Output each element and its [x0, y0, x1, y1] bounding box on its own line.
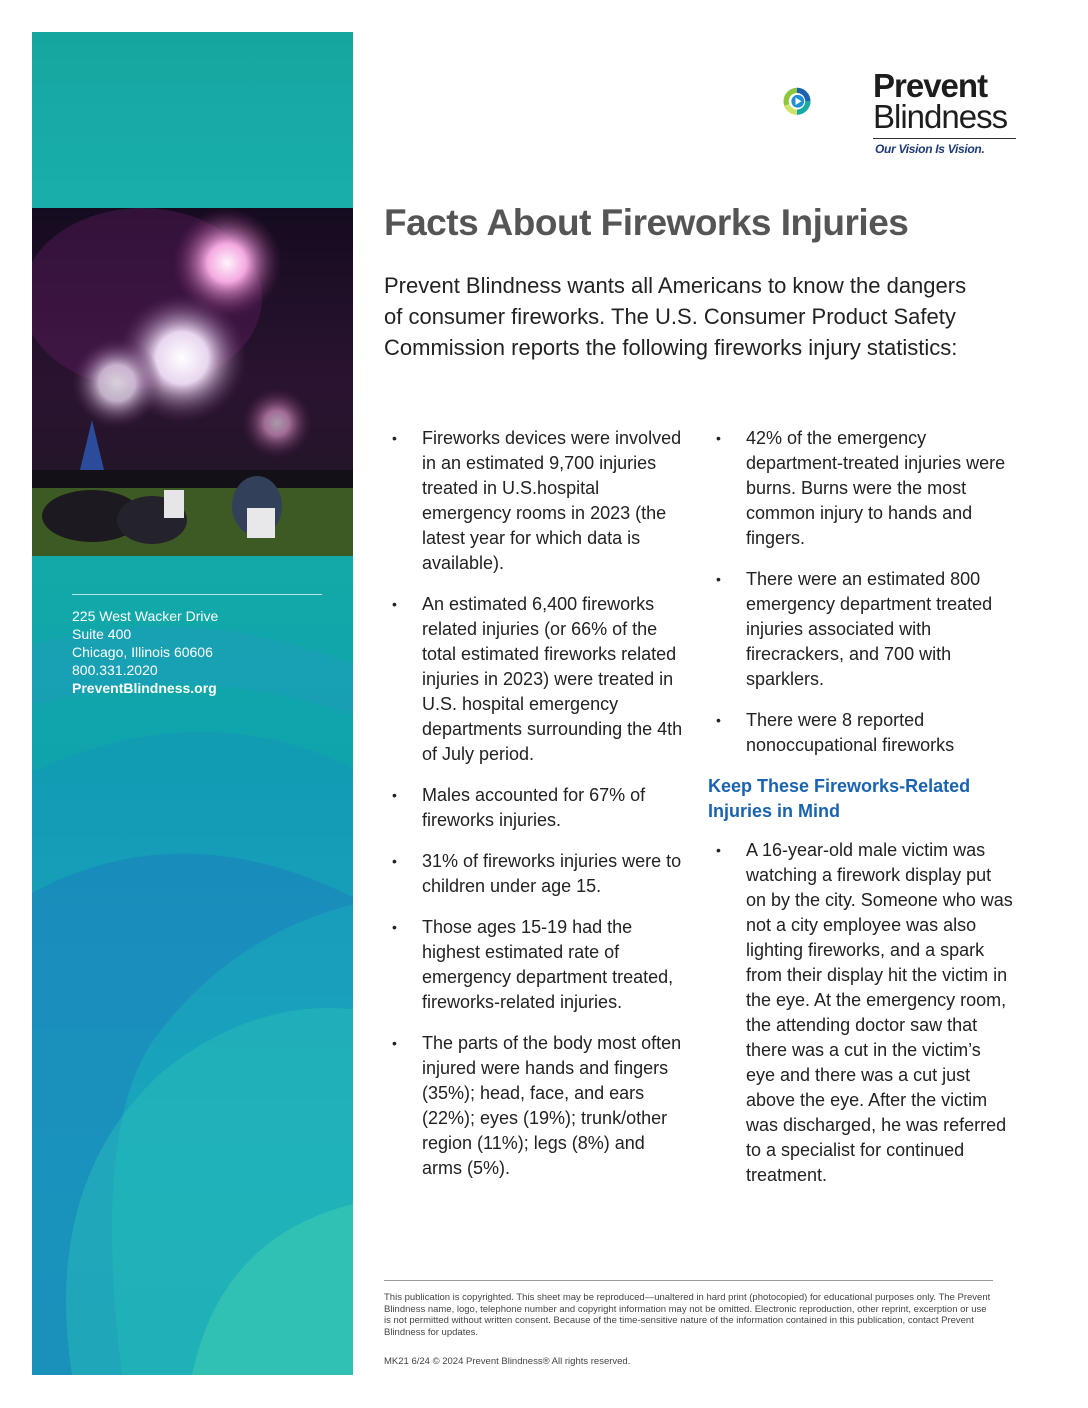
logo-wordmark: [873, 67, 1008, 135]
list-item: • A 16-year-old male victim was watching a firework display put on by the city. Someone who was not a city employee was also lighting fireworks, and a spark from their display hit the victim in the eye. At the emergency room, the attending doctor saw that there was a cut in the victim’s eye and there was a cut just above the eye. After the victim was discharged, he was referred to a specialist for continued treatment.: [708, 838, 1013, 1188]
phone-number: 800.331.2020: [72, 662, 158, 678]
prevent-blindness-logo-icon: [782, 60, 872, 150]
list-item: • Males accounted for 67% of fireworks injuries.: [384, 783, 689, 833]
list-item: • Those ages 15-19 had the highest estimated rate of emergency department treated, fireworks-related injuries.: [384, 915, 689, 1015]
address-line2: Suite 400: [72, 626, 132, 642]
logo-word-blindness: Blindness: [873, 98, 1008, 135]
logo-word-prevent: Prevent: [873, 67, 988, 104]
list-item: • There were 8 reported nonoccupational fireworks: [708, 708, 1013, 758]
list-item: • There were an estimated 800 emergency department treated injuries associated with firecrackers, and 700 with sparklers.: [708, 567, 1013, 692]
copyright-notice: This publication is copyrighted. This sheet may be reproduced—unaltered in hard print (photocopied) for educational purposes only. The Prevent Blindness name, logo, telephone number and copyright information may not be omitted. Electronic reproduction, other reprint, excerption or use is not permitted without written consent. Because of the time-sensitive nature of the information contained in this publication, contact Prevent Blindness for updates.: [384, 1292, 991, 1338]
list-item: • An estimated 6,400 fireworks related injuries (or 66% of the total estimated fireworks related injuries in 2023) were treated in U.S. hospital emergency departments surrounding the 4th of July period.: [384, 592, 689, 767]
list-item: • 42% of the emergency department-treated injuries were burns. Burns were the most common injury to hands and fingers.: [708, 426, 1013, 551]
logo-divider: [873, 138, 1016, 139]
sidebar: [32, 32, 353, 1375]
page-title: Facts About Fireworks Injuries: [384, 202, 909, 243]
list-item: • The parts of the body most often injured were hands and fingers (35%); head, face, and ears (22%); eyes (19%); trunk/other region (11%); legs (8%) and arms (5%).: [384, 1031, 689, 1181]
address-line1: 225 West Wacker Drive: [72, 608, 219, 624]
case-list: [708, 838, 1013, 1188]
fireworks-photo: [32, 208, 353, 556]
contact-address: [72, 594, 322, 697]
list-item: • Fireworks devices were involved in an estimated 9,700 injuries treated in U.S.hospital emergency rooms in 2023 (the latest year for which data is available).: [384, 426, 689, 576]
footer-divider: [384, 1280, 993, 1281]
statistics-list-right: [708, 426, 1013, 758]
list-item: • 31% of fireworks injuries were to children under age 15.: [384, 849, 689, 899]
logo-tagline: Our Vision Is Vision.: [875, 142, 985, 156]
statistics-list-left: [384, 426, 689, 1181]
intro-paragraph: Prevent Blindness wants all Americans to know the dangers of consumer fireworks. The U.S. Consumer Product Safety Commission reports the following fireworks injury statistics:: [384, 273, 967, 360]
website-link[interactable]: PreventBlindness.org: [72, 680, 217, 696]
statistics-column-right: [708, 426, 1013, 1204]
statistics-column-left: [384, 426, 689, 1197]
address-line3: Chicago, Illinois 60606: [72, 644, 213, 660]
case-section-heading: Keep These Fireworks-Related Injuries in Mind: [708, 776, 971, 821]
publication-code: MK21 6/24 © 2024 Prevent Blindness® All rights reserved.: [384, 1356, 631, 1367]
